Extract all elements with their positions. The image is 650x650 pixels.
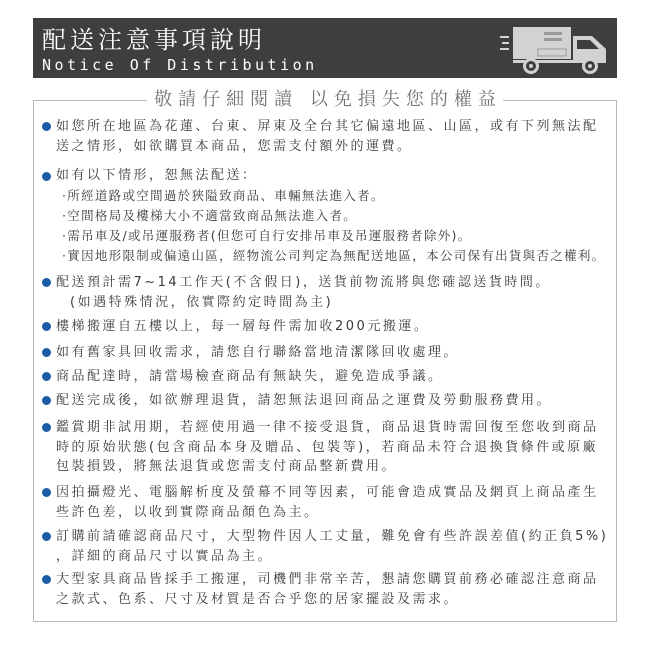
bullet-icon: [42, 322, 51, 331]
bullet-icon: [42, 532, 51, 541]
truck-wheel-hub: [588, 64, 592, 68]
notice-box: [33, 100, 617, 622]
truck-speed-lines: [500, 37, 509, 49]
bullet-icon: [42, 372, 51, 381]
notice-item-remote-area-fee: [56, 117, 599, 156]
notice-item-text: 商品配達時，請當場檢查商品有無缺失，避免造成爭議。: [56, 369, 444, 384]
notice-item-text: 時的原始狀態(包含商品本身及贈品、包裝等)，若商品未符合退換貨條件或原廠: [56, 439, 599, 455]
truck-wheel-hub: [529, 64, 533, 68]
notice-item-text: 如您所在地區為花蓮、台東、屏東及全台其它偏遠地區、山區，或有下列無法配: [56, 119, 599, 134]
bullet-icon: [42, 122, 51, 131]
notice-item-text: 送之情形，如欲購買本商品，您需支付額外的運費。: [56, 138, 413, 154]
bullet-icon: [42, 278, 51, 287]
notice-sub-item: ·所經道路或空間過於狹隘致商品、車輛無法進入者。: [62, 188, 385, 203]
delivery-truck-icon: [500, 25, 610, 75]
truck-cargo-mark: [544, 32, 562, 35]
notice-item-text: 鑑賞期非試用期，若經使用過一律不接受退貨，商品退貨時需回復至您收到商品: [56, 420, 599, 435]
truck-cargo-box: [513, 27, 571, 59]
notice-item-stair-fee: [56, 317, 429, 337]
notice-item-delivery-time: [56, 273, 551, 312]
notice-item-inspection: [56, 367, 444, 387]
notice-item-old-furniture: [56, 343, 459, 363]
notice-item-note: (如遇特殊情況，依實際約定時間為主): [70, 294, 334, 310]
notice-sub-item: ·需吊車及/或吊運服務者(但您可自行安排吊車及吊運服務者除外)。: [62, 228, 472, 243]
header-band: [33, 18, 617, 78]
bullet-icon: [42, 348, 51, 357]
notice-item-text: 大型家具商品皆採手工搬運，司機們非常辛苦，懇請您購買前務必確認注意商品: [56, 572, 599, 587]
notice-item-undeliverable-cases: [56, 166, 605, 266]
notice-item-text: 樓梯搬運自五樓以上，每一層每件需加收200元搬運。: [56, 319, 430, 334]
notice-item-text: 之款式、色系、尺寸及材質是否合乎您的居家擺設及需求。: [56, 591, 460, 607]
bullet-icon: [42, 172, 51, 181]
notice-item-text: 如有舊家具回收需求，請您自行聯絡當地清潔隊回收處理。: [56, 345, 460, 360]
notice-item-manual-handling: [56, 570, 599, 609]
truck-cargo-mark: [544, 38, 562, 41]
bullet-icon: [42, 423, 51, 432]
notice-sub-item: ·實因地形限制或偏遠山區，經物流公司判定為無配送地區，本公司保有出貨與否之權利。: [62, 248, 606, 263]
notice-item-text: 配送預計需7~14工作天(不含假日)，送貨前物流將與您確認送貨時間。: [56, 275, 551, 290]
notice-item-text: 因拍攝燈光、電腦解析度及螢幕不同等因素，可能會造成實品及網頁上商品產生: [56, 485, 599, 500]
notice-item-return-fees: [56, 391, 552, 411]
notice-item-text: 如有以下情形，恕無法配送：: [56, 168, 258, 183]
notice-item-appreciation-period: [56, 418, 599, 477]
notice-item-text: 包裝損毀，將無法退貨或您需支付商品整新費用。: [56, 459, 398, 474]
notice-item-color-difference: [56, 483, 599, 522]
page-subtitle: Notice Of Distribution: [42, 56, 318, 74]
notice-item-text: 些許色差，以收到實際商品顏色為主。: [56, 504, 320, 520]
notice-item-text: 訂購前請確認商品尺寸，大型物件因人工丈量，難免會有些許誤差值(約正負5%): [56, 529, 609, 544]
page-title: 配送注意事項說明: [42, 26, 266, 54]
notice-sub-item: ·空間格局及樓梯大小不適當致商品無法進入者。: [62, 208, 358, 223]
bullet-icon: [42, 396, 51, 405]
notice-heading: 敬請仔細閱讀 以免損失您的權益: [154, 89, 502, 110]
bullet-icon: [42, 488, 51, 497]
bullet-icon: [42, 575, 51, 584]
notice-item-text: ，詳細的商品尺寸以實品為主。: [56, 548, 274, 564]
notice-item-text: 配送完成後，如欲辦理退貨，請恕無法退回商品之運費及勞動服務費用。: [56, 393, 553, 408]
notice-item-size-tolerance: [56, 527, 608, 566]
